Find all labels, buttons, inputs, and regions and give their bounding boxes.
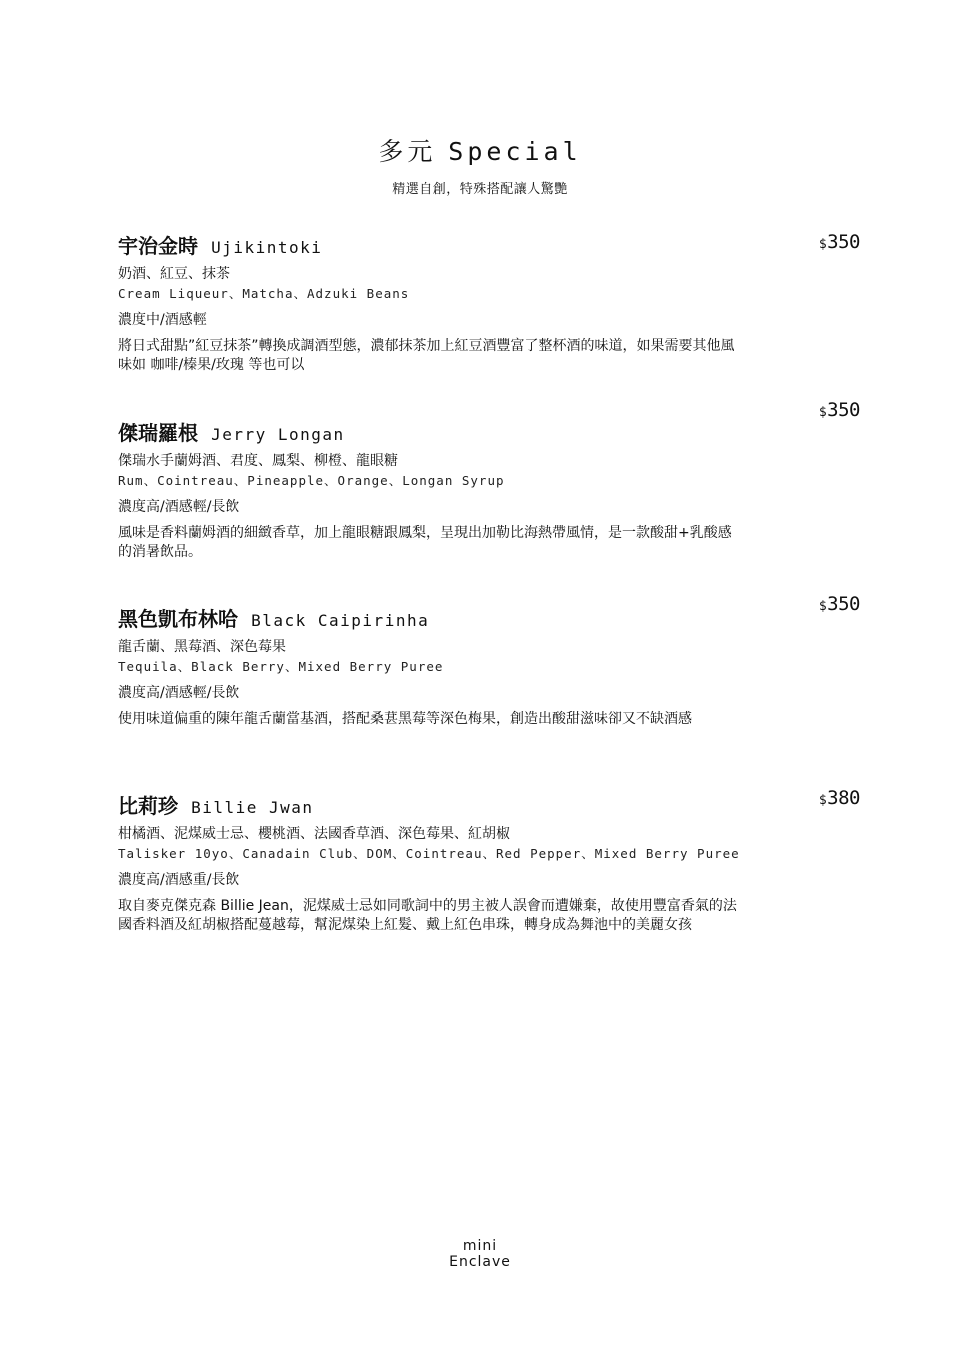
item-ingredients-chinese: 奶酒、紅豆、抹茶 (118, 266, 230, 282)
item-name-chinese: 宇治金時 (118, 234, 198, 258)
item-name-chinese: 黑色凱布林哈 (118, 607, 238, 631)
item-ingredients-chinese: 傑瑞水手蘭姆酒、君度、鳳梨、柳橙、龍眼糖 (118, 453, 398, 469)
menu-item (118, 787, 860, 935)
item-name-english: Jerry Longan (211, 425, 345, 444)
item-name-row (118, 230, 860, 260)
brand-logo (0, 1238, 960, 1270)
page-title (0, 132, 960, 168)
item-name-row (118, 399, 860, 447)
item-description: 使用味道偏重的陳年龍舌蘭當基酒，搭配桑葚黑莓等深色梅果，創造出酸甜滋味卻又不缺酒感 (118, 711, 692, 727)
price-value: 350 (827, 231, 860, 253)
price-value: 350 (827, 399, 860, 421)
currency-symbol: $ (818, 405, 827, 420)
item-price (819, 787, 860, 809)
currency-symbol: $ (818, 599, 827, 614)
item-price (819, 231, 860, 253)
price-value: 350 (827, 593, 860, 615)
title-chinese: 多元 (378, 137, 437, 166)
price-value: 380 (827, 787, 860, 809)
item-ingredients-chinese: 柑橘酒、泥煤威士忌、櫻桃酒、法國香草酒、深色莓果、紅胡椒 (118, 826, 510, 842)
title-english: Special (448, 137, 582, 166)
item-strength: 濃度中/酒感輕 (118, 312, 207, 328)
menu-item (118, 593, 860, 729)
currency-symbol: $ (818, 237, 827, 252)
item-name-chinese: 比莉珍 (118, 794, 178, 818)
page-header (0, 132, 960, 197)
item-strength: 濃度高/酒感輕/長飲 (118, 499, 240, 515)
item-name-row (118, 593, 860, 633)
item-ingredients-chinese: 龍舌蘭、黑莓酒、深色莓果 (118, 639, 286, 655)
item-ingredients-english: Rum、Cointreau、Pineapple、Orange、Longan Syrup (118, 473, 505, 488)
logo-line-mini: mini (462, 1238, 498, 1254)
item-name-row (118, 787, 860, 820)
logo-line-enclave: Enclave (449, 1254, 511, 1270)
item-ingredients-english: Talisker 10yo、Canadain Club、DOM、Cointreau、Red Pepper、Mixed Berry Puree (118, 846, 740, 861)
item-ingredients-english: Tequila、Black Berry、Mixed Berry Puree (118, 659, 444, 674)
item-ingredients-english: Cream Liqueur、Matcha、Adzuki Beans (118, 286, 410, 301)
menu-item (118, 399, 860, 562)
currency-symbol: $ (818, 793, 827, 808)
menu-item (118, 230, 860, 375)
item-strength: 濃度高/酒感輕/長飲 (118, 685, 240, 701)
item-name-chinese: 傑瑞羅根 (118, 421, 198, 445)
item-description: 取自麥克傑克森 Billie Jean，泥煤威士忌如同歌詞中的男主被人誤會而遭嫌棄，故使用豐富香氣的法國香料酒及紅胡椒搭配蔓越莓，幫泥煤染上紅髮、戴上紅色串珠，轉身成為舞池中的美麗女孩 (118, 898, 737, 933)
item-description: 將日式甜點”紅豆抹茶”轉換成調酒型態，濃郁抹茶加上紅豆酒豐富了整杯酒的味道，如果需要其他風味如 咖啡/榛果/玫瑰 等也可以 (118, 338, 735, 373)
item-name-english: Black Caipirinha (251, 611, 430, 630)
item-price (819, 399, 860, 421)
item-name-english: Ujikintoki (211, 238, 323, 257)
item-strength: 濃度高/酒感重/長飲 (118, 872, 240, 888)
item-description: 風味是香料蘭姆酒的細緻香草，加上龍眼糖跟鳳梨，呈現出加勒比海熱帶風情，是一款酸甜+乳酸感的消暑飲品。 (118, 525, 732, 560)
page-subtitle: 精選自創，特殊搭配讓人驚艷 (392, 182, 568, 197)
item-name-english: Billie Jwan (191, 798, 314, 817)
item-price (819, 593, 860, 615)
